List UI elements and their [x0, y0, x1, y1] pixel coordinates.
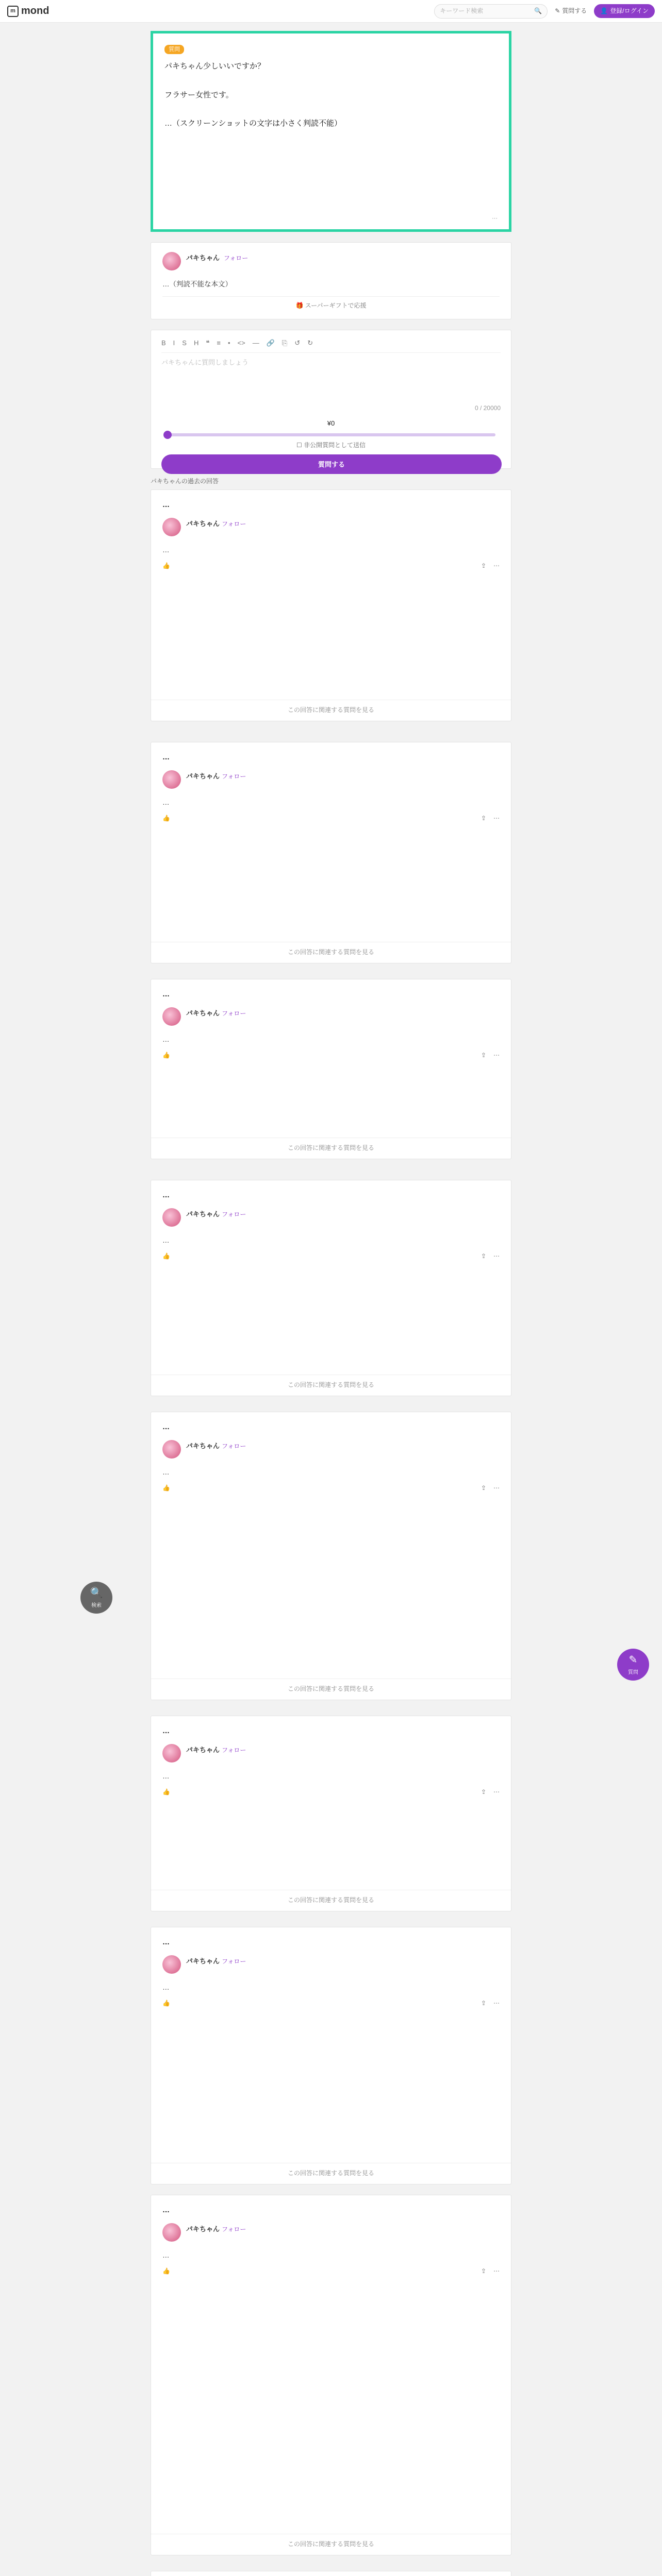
related-questions-link[interactable]: この回答に関連する質問を見る: [151, 942, 511, 963]
answer-question: …: [162, 1726, 170, 1735]
answer-actions: [162, 1483, 500, 1494]
answerer-name[interactable]: パキちゃん: [186, 1442, 220, 1450]
related-questions-link[interactable]: この回答に関連する質問を見る: [151, 2163, 511, 2184]
follow-button[interactable]: フォロー: [222, 1746, 246, 1754]
answer-item[interactable]: [151, 1716, 511, 1911]
thumb-icon: 👍: [162, 814, 170, 822]
logo[interactable]: [7, 3, 49, 20]
share-icon[interactable]: ⇪: [481, 562, 486, 569]
user-icon: 👤: [600, 7, 608, 14]
gift-button[interactable]: 🎁 スーパーギフトで応援: [162, 296, 500, 315]
avatar[interactable]: [162, 252, 181, 270]
related-questions-link[interactable]: この回答に関連する質問を見る: [151, 700, 511, 721]
register-button[interactable]: 👤 登録/ログイン: [594, 4, 655, 19]
question-text: パキちゃん少しいいですか？ フラサー女性です。 …（スクリーンショットの文字は小さく判読不能）: [164, 62, 342, 128]
thumb-icon: 👍: [162, 1484, 170, 1492]
answer-actions: [162, 2266, 500, 2277]
related-questions-link[interactable]: この回答に関連する質問を見る: [151, 1890, 511, 1911]
search-placeholder: キーワード検索: [440, 7, 484, 14]
editor-toolbar: [161, 337, 501, 353]
thumb-icon: 👍: [162, 1252, 170, 1260]
answer-item[interactable]: [151, 1927, 511, 2184]
share-icon[interactable]: ⇪: [481, 2267, 486, 2275]
answerer-name[interactable]: パキちゃん: [186, 254, 220, 262]
answer-body: …: [162, 798, 170, 806]
like-button[interactable]: [162, 1998, 170, 2009]
more-icon[interactable]: ⋯: [493, 814, 500, 822]
logo-text: mond: [21, 5, 49, 16]
answer-item[interactable]: [151, 742, 511, 963]
toolbar-button[interactable]: ↺: [294, 339, 301, 347]
answer-item[interactable]: [151, 979, 511, 1159]
header: [0, 0, 662, 23]
answerer-name[interactable]: パキちゃん: [186, 1009, 220, 1017]
char-counter: 0 / 20000: [474, 404, 501, 412]
follow-button[interactable]: フォロー: [222, 772, 246, 780]
answer-item[interactable]: [151, 2571, 511, 2576]
thumb-icon: 👍: [162, 1051, 170, 1059]
thumb-icon: 👍: [162, 562, 170, 569]
toolbar-button[interactable]: —: [252, 339, 259, 347]
avatar[interactable]: [162, 770, 181, 789]
search-icon: 🔍: [534, 7, 542, 14]
thumb-icon: 👍: [162, 1788, 170, 1795]
answer-body: …: [162, 1035, 170, 1043]
toolbar-button[interactable]: ↻: [307, 339, 313, 347]
gift-icon: 🎁: [295, 301, 305, 309]
more-icon[interactable]: ⋯: [492, 215, 498, 222]
follow-button[interactable]: フォロー: [222, 1442, 246, 1450]
follow-button[interactable]: フォロー: [223, 255, 249, 262]
answerer-name[interactable]: パキちゃん: [186, 772, 220, 780]
like-button[interactable]: [162, 814, 170, 824]
answer-body: …: [162, 546, 170, 554]
answer-question: …: [162, 990, 170, 998]
answer-question: …: [162, 500, 170, 509]
related-questions-link[interactable]: この回答に関連する質問を見る: [151, 2534, 511, 2555]
answer-actions: [162, 1251, 500, 1262]
answer-question: …: [162, 1422, 170, 1431]
private-checkbox[interactable]: ☐ 非公開質問として送信: [296, 441, 366, 449]
toolbar-button[interactable]: ❝: [206, 339, 210, 347]
answer-body: …: [162, 1772, 170, 1780]
ask-link[interactable]: ✎ 質問する: [555, 6, 587, 16]
toolbar-button[interactable]: <>: [237, 339, 245, 347]
past-answers-title: パキちゃんの過去の回答: [151, 478, 219, 485]
main-answer-card: [151, 242, 511, 319]
avatar[interactable]: [162, 1744, 181, 1762]
like-button[interactable]: [162, 561, 170, 571]
like-button[interactable]: [162, 1251, 170, 1262]
avatar[interactable]: [162, 1440, 181, 1459]
toolbar-button[interactable]: •: [227, 339, 230, 347]
answer-item[interactable]: [151, 1412, 511, 1700]
like-button[interactable]: [162, 1787, 170, 1798]
avatar[interactable]: [162, 1208, 181, 1227]
amount-slider[interactable]: [167, 433, 495, 436]
more-icon[interactable]: ⋯: [493, 1252, 500, 1260]
more-icon[interactable]: ⋯: [493, 1999, 500, 2007]
question-card: [151, 31, 511, 232]
like-button[interactable]: [162, 2266, 170, 2277]
answer-question: …: [162, 1938, 170, 1946]
toolbar-button[interactable]: 🔗: [266, 339, 275, 347]
avatar[interactable]: [162, 2223, 181, 2242]
answer-question: …: [162, 2206, 170, 2214]
answer-body: …: [162, 1236, 170, 1244]
toolbar-button[interactable]: I: [173, 339, 175, 347]
share-icon[interactable]: ⇪: [481, 1484, 486, 1492]
share-icon[interactable]: ⇪: [481, 1788, 486, 1795]
answer-body: …（判読不能な本文）: [162, 280, 232, 288]
answer-body: …: [162, 1468, 170, 1476]
answer-body: …: [162, 1983, 170, 1991]
question-footer: [164, 214, 498, 223]
fab-post[interactable]: ✎ 質問: [617, 1649, 649, 1681]
related-questions-link[interactable]: この回答に関連する質問を見る: [151, 1138, 511, 1159]
answer-actions: [162, 1787, 500, 1798]
thumb-icon: 👍: [162, 1999, 170, 2007]
toolbar-button[interactable]: H: [193, 339, 199, 347]
answerer-name[interactable]: パキちゃん: [186, 519, 220, 528]
question-badge: 質問: [164, 45, 184, 54]
follow-button[interactable]: フォロー: [222, 1009, 246, 1017]
question-editor: [151, 330, 511, 469]
main-column: [151, 0, 511, 2576]
share-icon[interactable]: ⇪: [481, 1051, 486, 1059]
like-button[interactable]: [162, 1050, 170, 1061]
answerer-name[interactable]: パキちゃん: [186, 1210, 220, 1218]
more-icon[interactable]: ⋯: [493, 1484, 500, 1492]
answer-question: …: [162, 753, 170, 761]
edit-icon: ✎: [555, 7, 560, 14]
slider-knob[interactable]: [163, 431, 172, 439]
checkbox-icon: ☐: [296, 441, 304, 449]
more-icon[interactable]: ⋯: [493, 1051, 500, 1059]
more-icon[interactable]: ⋯: [493, 2267, 500, 2275]
thumb-icon: 👍: [162, 2267, 170, 2275]
answer-question: …: [162, 1191, 170, 1199]
pen-icon: ✎: [628, 1654, 638, 1666]
answerer-name[interactable]: パキちゃん: [186, 1745, 220, 1754]
answer-item[interactable]: [151, 2195, 511, 2555]
search-input[interactable]: [434, 4, 548, 19]
avatar[interactable]: [162, 1955, 181, 1974]
fab-search[interactable]: 🔍 検索: [80, 1582, 112, 1614]
search-icon: 🔍: [90, 1587, 103, 1599]
toolbar-button[interactable]: B: [161, 339, 166, 347]
share-icon[interactable]: ⇪: [481, 1999, 486, 2007]
gift-amount: ¥0: [327, 419, 335, 428]
more-icon[interactable]: ⋯: [493, 562, 500, 569]
toolbar-button[interactable]: ⎘: [282, 339, 288, 347]
share-icon[interactable]: ⇪: [481, 814, 486, 822]
toolbar-button[interactable]: ≡: [217, 339, 221, 347]
avatar[interactable]: [162, 1007, 181, 1026]
answer-actions: [162, 814, 500, 824]
related-questions-link[interactable]: この回答に関連する質問を見る: [151, 1679, 511, 1700]
send-button[interactable]: 質問する: [161, 454, 502, 474]
answerer-name[interactable]: パキちゃん: [186, 1957, 220, 1965]
answer-actions: [162, 1050, 500, 1061]
more-icon[interactable]: ⋯: [493, 1788, 500, 1795]
answer-actions: [162, 1998, 500, 2009]
answerer-name[interactable]: パキちゃん: [186, 2225, 220, 2233]
follow-button[interactable]: フォロー: [222, 1210, 246, 1218]
follow-button[interactable]: フォロー: [222, 1957, 246, 1965]
like-button[interactable]: [162, 1483, 170, 1494]
answer-item[interactable]: [151, 489, 511, 721]
share-icon[interactable]: ⇪: [481, 1252, 486, 1260]
logo-mark: m: [7, 6, 19, 17]
follow-button[interactable]: フォロー: [222, 520, 246, 528]
answer-item[interactable]: [151, 1180, 511, 1396]
answer-body: …: [162, 2251, 170, 2259]
avatar[interactable]: [162, 518, 181, 536]
related-questions-link[interactable]: この回答に関連する質問を見る: [151, 1375, 511, 1396]
follow-button[interactable]: フォロー: [222, 2225, 246, 2233]
toolbar-button[interactable]: S: [182, 339, 187, 347]
editor-textarea[interactable]: パキちゃんに質問しましょう: [161, 359, 249, 367]
answer-actions: [162, 561, 500, 571]
